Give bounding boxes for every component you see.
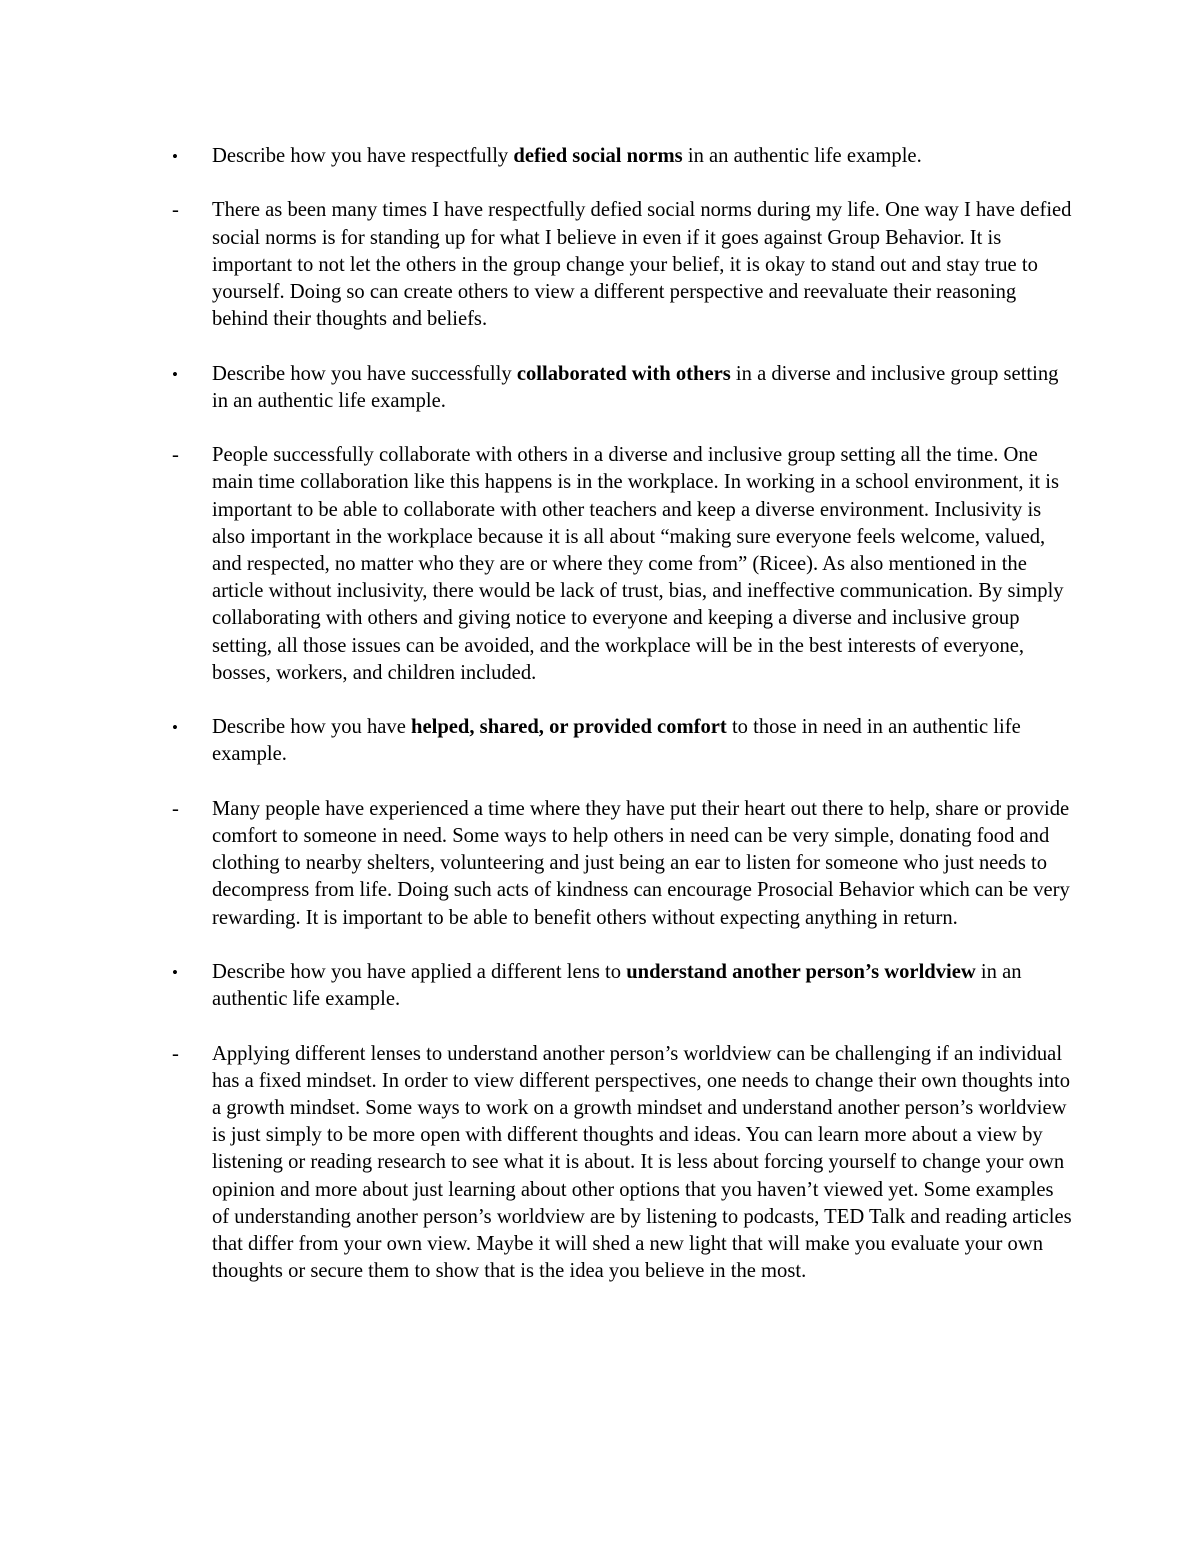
answer-item [172, 442, 1072, 687]
dash-marker: - [172, 199, 179, 222]
document-body [172, 143, 1072, 1313]
bullet-marker: • [172, 718, 178, 738]
question-item [172, 714, 1072, 768]
question-text: Describe how you have successfully collaborated with others in a diverse and inclusive group setting in an authentic life example. [212, 362, 1059, 412]
question-emphasis: collaborated with others [516, 362, 731, 385]
question-emphasis: helped, shared, or provided comfort [411, 716, 727, 739]
answer-text: Many people have experienced a time where they have put their heart out there to help, share or provide comfort to someone in need. Some ways to help others in need can be very simple, donating food and clothing to nearby shelters, volunteering and just being an ear to listen for someone who just needs to decompress from life. Doing such acts of kindness can encourage Prosocial Behavior which can be very rewarding. It is important to be able to benefit others without expecting anything in return. [212, 797, 1070, 929]
question-text: Describe how you have helped, shared, or provided comfort to those in need in an authentic life example. [212, 716, 1021, 766]
dash-marker: - [172, 797, 179, 820]
answer-item [172, 197, 1072, 333]
bullet-marker: • [172, 963, 178, 982]
dash-marker: - [172, 1042, 179, 1065]
answer-item [172, 796, 1072, 932]
bullet-marker: • [172, 364, 178, 384]
question-emphasis: defied social norms [513, 145, 683, 167]
answer-item [172, 1041, 1072, 1286]
dash-marker: - [172, 444, 179, 467]
answer-text: Applying different lenses to understand another person’s worldview can be challenging if an individual has a fixed mindset. In order to view different perspectives, one needs to change their own thoughts into a growth mindset. Some ways to work on a growth mindset and understand another person’s worldview is just simply to be more open with different thoughts and ideas. You can learn more about a view by listening or reading research to see what it is about. It is less about forcing yourself to change your own opinion and more about just learning about other options that you haven’t viewed yet. Some examples of understanding another person’s worldview are by listening to podcasts, TED Talk and reading articles that differ from your own view. Maybe it will shed a new light that will make you evaluate your own thoughts or secure them to show that is the idea you believe in the most. [212, 1042, 1072, 1283]
question-emphasis: understand another person’s worldview [626, 961, 976, 983]
question-text: Describe how you have applied a different lens to understand another person’s worldview in an authentic life example. [212, 961, 1022, 1011]
question-item [172, 143, 1072, 170]
question-text: Describe how you have respectfully defied social norms in an authentic life example. [212, 145, 922, 167]
question-item [172, 959, 1072, 1013]
question-item [172, 361, 1072, 415]
answer-text: People successfully collaborate with others in a diverse and inclusive group setting all the time. One main time collaboration like this happens is in the workplace. In working in a school environment, it is important to be able to collaborate with other teachers and keep a diverse environment. Inclusivity is also important in the workplace because it is all about “making sure everyone feels welcome, valued, and respected, no matter who they are or where they come from” (Ricee). As also mentioned in the article without inclusivity, there would be lack of trust, bias, and ineffective communication. By simply collaborating with others and giving notice to everyone and keeping a diverse and inclusive group setting, all those issues can be avoided, and the workplace will be in the best interests of everyone, bosses, workers, and children included. [212, 444, 1064, 684]
bullet-marker: • [172, 147, 178, 166]
answer-text: There as been many times I have respectfully defied social norms during my life. One way I have defied social norms is for standing up for what I believe in even if it goes against Group Behavior. It is important to not let the others in the group change your belief, it is okay to stand out and stay true to yourself. Doing so can create others to view a different perspective and reevaluate their reasoning behind their thoughts and beliefs. [212, 199, 1072, 331]
